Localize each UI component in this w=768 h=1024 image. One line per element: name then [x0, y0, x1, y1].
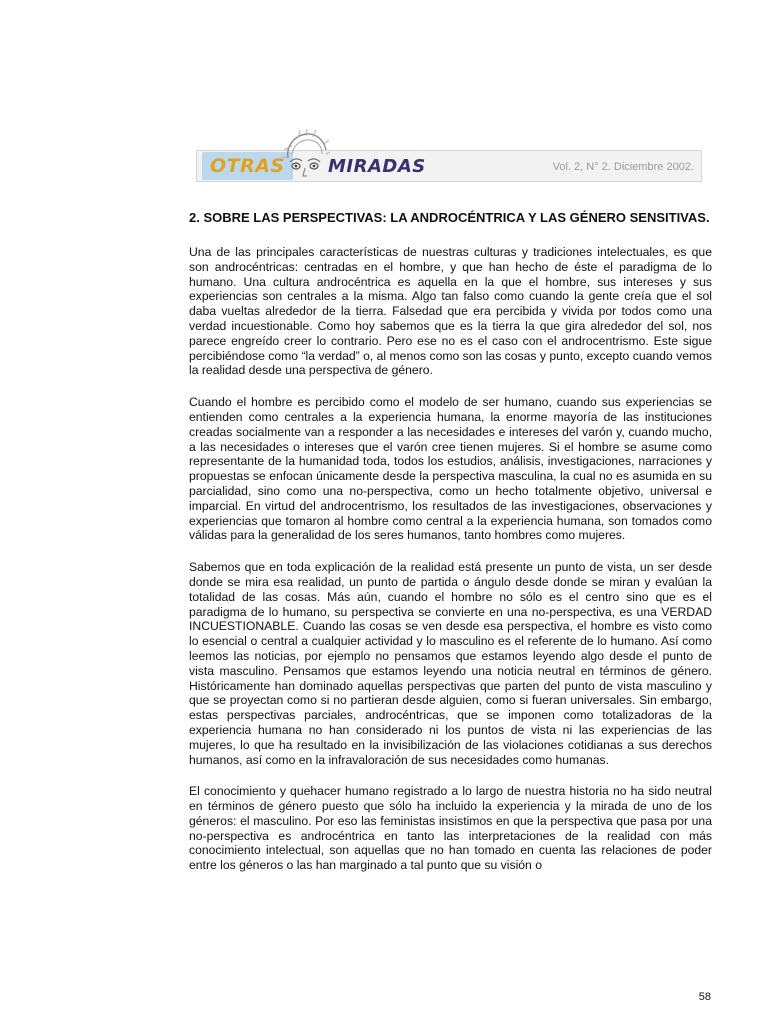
issue-label: Vol. 2, N° 2. Diciembre 2002.: [552, 161, 694, 173]
otras-logo: OTRAS: [202, 152, 293, 180]
miradas-logo: MIRADAS: [328, 156, 426, 177]
paragraph: Sabemos que en toda explicación de la realidad está presente un punto de vista, un ser desde donde se mira esa realidad, un punto de partida o ángulo desde donde se miran y evalúan la totalidad de las cosas. Más aún, cuando el hombre no sólo es el centro sino que es el paradigma de lo humano, su perspectiva se convierte en una no-perspectiva, es una VERDAD INCUESTIONABLE. Cuando las cosas se ven desde esa perspectiva, el hombre es visto como lo esencial o central a cualquier actividad y lo masculino es el referente de lo humano. Así como leemos las noticias, por ejemplo no pensamos que estamos leyendo algo desde el punto de vista masculino. Pensamos que estamos leyendo una noticia neutral en términos de género. Históricamente han dominado aquellas perspectivas que parten del punto de vista masculino y que se proyectan como si no partieran desde alguien, como si fueran universales. Sin embargo, estas perspectivas parciales, androcéntricas, que se imponen como totalizadoras de la experiencia humana no han considerado ni los puntos de vista ni las experiencias de las mujeres, lo que ha resultado en la invisibilización de las violaciones cotidianas a sus derechos humanos, así como en la infravaloración de sus necesidades como humanas.: [189, 560, 712, 767]
face-sketch-icon: [280, 128, 330, 184]
paragraph: Cuando el hombre es percibido como el modelo de ser humano, cuando sus experiencias se entienden como centrales a la experiencia humana, la enorme mayoría de las instituciones creadas socialmente van a responder a las necesidades e intereses del varón y, cuando mucho, a las necesidades o intereses que el varón cree tienen mujeres. Si el hombre se asume como representante de la humanidad toda, todos los estudios, análisis, investigaciones, narraciones y propuestas se enfocan únicamente desde la perspectiva masculina, la cual no es asumida en su parcialidad, sino como una no-perspectiva, como un hecho totalmente objetivo, universal e imparcial. En virtud del androcentrismo, los resultados de las investigaciones, observaciones y experiencias que tomaron al hombre como central a la experiencia humana, son tomados como válidas para la generalidad de los seres humanos, tanto hombres como mujeres.: [189, 395, 712, 543]
paragraph: Una de las principales características de nuestras culturas y tradiciones intelectuales, es que son androcéntricas: centradas en el hombre, y que han hecho de éste el paradigma de lo humano. Una cultura androcéntrica es aquella en la que el hombre, sus intereses y sus experiencias son centrales a la misma. Algo tan falso como cuando la gente creía que el sol daba vueltas alrededor de la tierra. Falsedad que era percibida y vivida por todos como una verdad incuestionable. Como hoy sabemos que es la tierra la que gira alrededor del sol, nos parece engreído creer lo contrario. Pero ese no es el caso con el androcentrismo. Este sigue percibiéndose como “la verdad” o, al menos como son las cosas y punto, excepto cuando vemos la realidad desde una perspectiva de género.: [189, 245, 712, 378]
article-body: [189, 210, 712, 890]
paragraph: El conocimiento y quehacer humano registrado a lo largo de nuestra historia no ha sido neutral en términos de género puesto que sólo ha incluido la experiencia y la mirada de uno de los géneros: el masculino. Por eso las feministas insistimos en que la perspectiva que pasa por una no-perspectiva es androcéntrica en tanto las interpretaciones de la realidad con más conocimiento intelectual, son aquellas que no han tomado en cuenta las relaciones de poder entre los géneros o las han marginado a tal punto que su visión o: [189, 784, 712, 873]
page-number: 58: [698, 991, 711, 1003]
section-heading: 2. SOBRE LAS PERSPECTIVAS: LA ANDROCÉNTRICA Y LAS GÉNERO SENSITIVAS.: [189, 210, 710, 225]
journal-banner: [196, 128, 702, 184]
